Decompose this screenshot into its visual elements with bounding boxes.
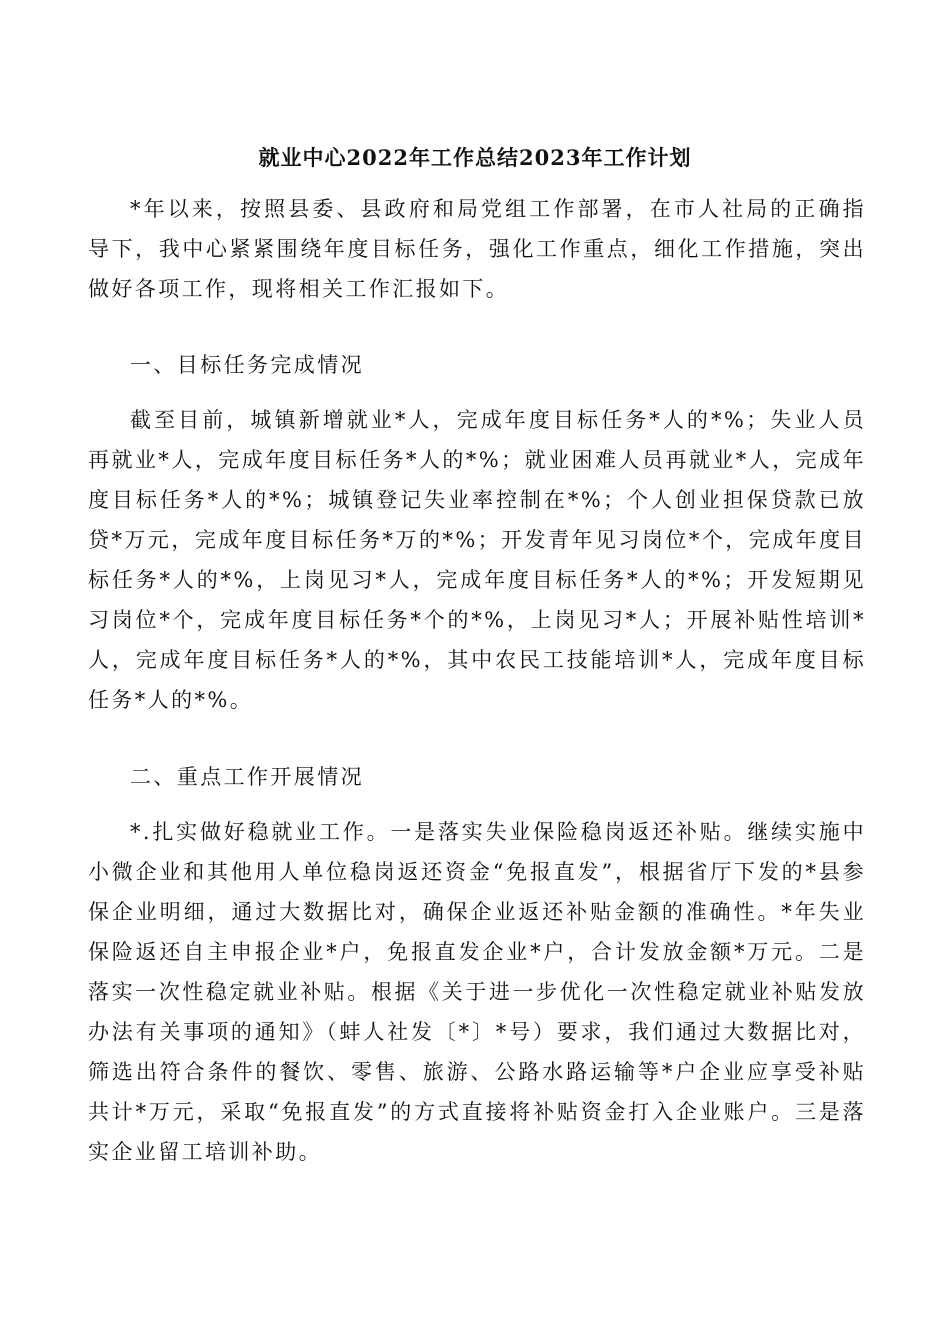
key-work-paragraph: *.扎实做好稳就业工作。一是落实失业保险稳岗返还补贴。继续实施中小微企业和其他用人单位稳岗返还资金“免报直发”，根据省厅下发的*县参保企业明细，通过大数据比对，确保企业返还补贴金额的准确性。*年失业保险返还自主申报企业*户，免报直发企业*户，合计发放金额*万元。二是落实一次性稳定就业补贴。根据《关于进一步优化一次性稳定就业补贴发放办法有关事项的通知》（蚌人社发〔*〕*号）要求，我们通过大数据比对，筛选出符合条件的餐饮、零售、旅游、公路水路运输等*户企业应享受补贴共计*万元，采取“免报直发”的方式直接将补贴资金打入企业账户。三是落实企业留工培训补助。 bbox=[88, 820, 866, 1164]
intro-paragraph: *年以来，按照县委、县政府和局党组工作部署，在市人社局的正确指导下，我中心紧紧围绕年度目标任务，强化工作重点，细化工作措施，突出做好各项工作，现将相关工作汇报如下。 bbox=[88, 197, 866, 301]
document-title: 就业中心2022年工作总结2023年工作计划 bbox=[258, 145, 692, 170]
targets-paragraph: 截至目前，城镇新增就业*人，完成年度目标任务*人的*%；失业人员再就业*人，完成年度目标任务*人的*%；就业困难人员再就业*人，完成年度目标任务*人的*%；城镇登记失业率控制在*%；个人创业担保贷款已放贷*万元，完成年度目标任务*万的*%；开发青年见习岗位*个，完成年度目标任务*人的*%，上岗见习*人，完成年度目标任务*人的*%；开发短期见习岗位*个，完成年度目标任务*个的*%，上岗见习*人；开展补贴性培训*人，完成年度目标任务*人的*%，其中农民工技能培训*人，完成年度目标任务*人的*%。 bbox=[88, 408, 866, 712]
section-heading-key-work: 二、重点工作开展情况 bbox=[130, 765, 364, 789]
section-heading-targets: 一、目标任务完成情况 bbox=[130, 353, 364, 377]
